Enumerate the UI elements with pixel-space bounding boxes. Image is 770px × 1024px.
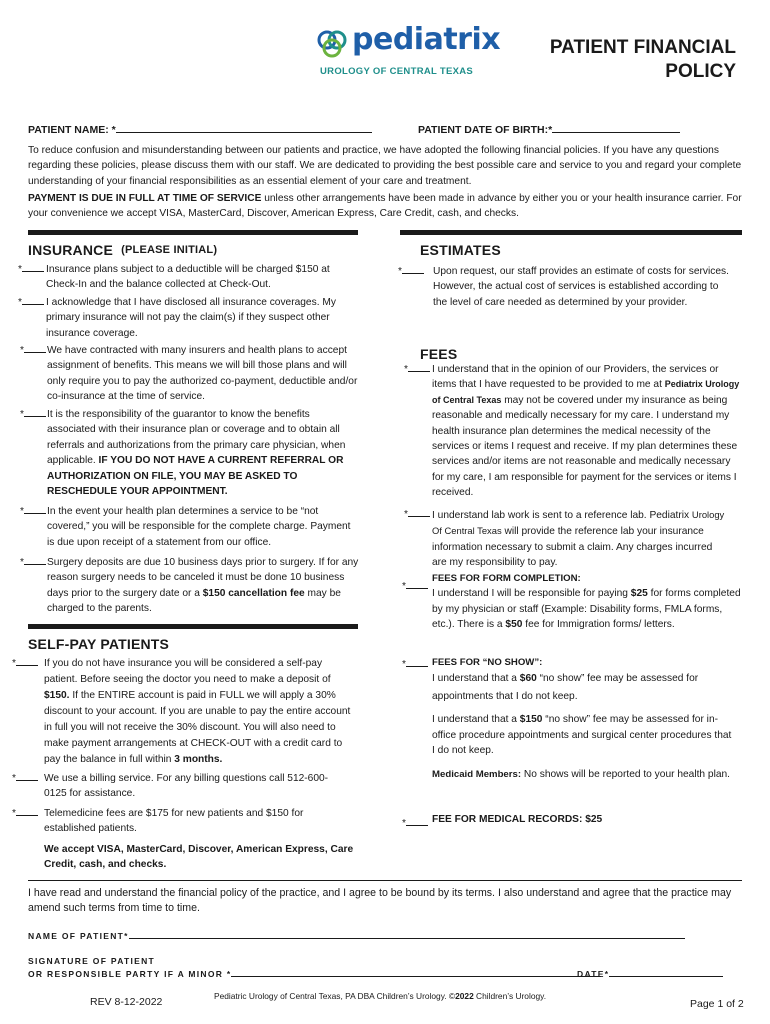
page-number: Page 1 of 2: [690, 998, 744, 1010]
agreement-text: I have read and understand the financial policy of the practice, and I agree to be bound by its terms. I also understand and agree that the practice may amend such terms from time to time.: [28, 887, 732, 915]
patient-name-label: PATIENT NAME: *: [28, 124, 116, 136]
patient-name-field: [28, 122, 372, 138]
document-title: [550, 36, 736, 84]
date-input[interactable]: [609, 968, 723, 977]
initial-blank[interactable]: [22, 262, 44, 272]
initial-blank[interactable]: [16, 656, 38, 666]
selfpay-bar: [28, 624, 358, 629]
logo-text: pediatrix: [352, 22, 501, 57]
name-of-patient-input[interactable]: [129, 930, 685, 939]
agreement-divider: [28, 880, 742, 881]
signature-row: [28, 968, 601, 979]
initial-blank[interactable]: [406, 816, 428, 826]
payment-rest: unless other arrangements have been made in advance by either you or your health insurance carrier. For your convenience we accept VISA, MasterCard, Discover, American Express, Care Credit, cash, and checks.: [28, 193, 742, 220]
revision-label: REV 8-12-2022: [90, 996, 163, 1008]
initial-blank[interactable]: [16, 806, 38, 816]
patient-name-signature-row: [28, 930, 685, 941]
date-row: [577, 968, 723, 979]
initial-blank[interactable]: [24, 504, 46, 514]
payment-bold: PAYMENT IS DUE IN FULL AT TIME OF SERVICE: [28, 193, 262, 204]
insurance-title-text: INSURANCE: [28, 242, 114, 258]
initial-blank[interactable]: [24, 343, 46, 353]
payment-paragraph: [28, 191, 744, 222]
title-line-2: POLICY: [665, 61, 736, 82]
initial-blank[interactable]: [406, 579, 428, 589]
estimates-title: ESTIMATES: [420, 242, 501, 258]
initial-blank[interactable]: [406, 657, 428, 667]
selfpay-accept: We accept VISA, MasterCard, Discover, American Express, Care Credit, cash, and checks.: [44, 844, 354, 871]
logo-subtitle: UROLOGY OF CENTRAL TEXAS: [320, 66, 474, 77]
initial-blank[interactable]: [16, 771, 38, 781]
date-label: DATE*: [577, 969, 610, 979]
signature-input[interactable]: [231, 968, 601, 977]
initial-blank[interactable]: [402, 264, 424, 274]
selfpay-title: SELF-PAY PATIENTS: [28, 636, 170, 652]
dob-field: [418, 122, 680, 138]
name-of-patient-label: NAME OF PATIENT*: [28, 931, 129, 941]
title-line-1: PATIENT FINANCIAL: [549, 37, 736, 58]
signature-label-line-2: OR RESPONSIBLE PARTY IF A MINOR *: [28, 969, 232, 979]
patient-name-input[interactable]: [116, 122, 372, 133]
insurance-title: [28, 242, 217, 258]
footer-copyright: Pediatric Urology of Central Texas, PA DBA Children’s Urology. ©2022 Children’s Urology.: [214, 991, 547, 1001]
initial-blank[interactable]: [408, 362, 430, 372]
initial-blank[interactable]: [408, 507, 430, 517]
dob-label: PATIENT DATE OF BIRTH:*: [418, 124, 553, 136]
insurance-bar: [28, 230, 358, 235]
fees-title: FEES: [420, 346, 458, 362]
pediatrix-logo-icon: [314, 26, 350, 62]
signature-label-line-1: SIGNATURE OF PATIENT: [28, 956, 156, 966]
estimates-bar: [400, 230, 742, 235]
insurance-subtitle: (PLEASE INITIAL): [121, 244, 218, 256]
dob-input[interactable]: [552, 122, 680, 133]
intro-paragraph: To reduce confusion and misunderstanding between our patients and practice, we have adopted the following financial policies. If you have any questions regarding these policies, please discuss them with our staff. We are dedicated to providing the best possible care and service to you and regard your complete understanding of your financial responsibilities as an essential element of your care and treatment.: [28, 145, 742, 187]
initial-blank[interactable]: [22, 295, 44, 305]
initial-blank[interactable]: [24, 407, 46, 417]
initial-blank[interactable]: [24, 555, 46, 565]
